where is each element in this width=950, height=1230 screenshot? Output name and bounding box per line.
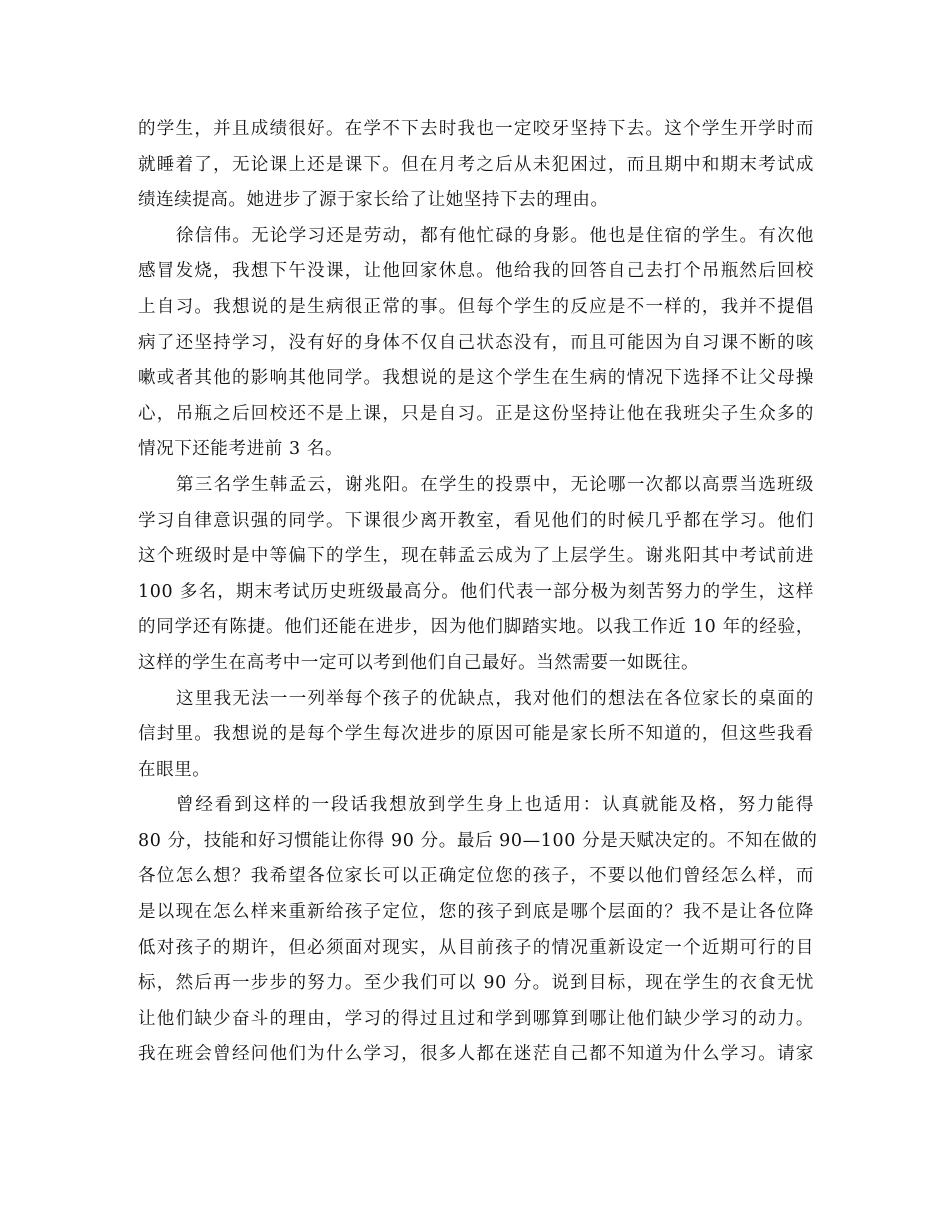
text-line: 上自习。我想说的是生病很正常的事。但每个学生的反应是不一样的，我并不提倡 [138,296,814,317]
text-line: 我在班会曾经问他们为什么学习，很多人都在迷茫自己都不知道为什么学习。请家 [138,1044,814,1065]
paragraph-first-line: 第三名学生韩孟云，谢兆阳。在学生的投票中，无论哪一次都以高票当选班级 [176,474,814,495]
text-line: 标，然后再一步步的努力。至少我们可以 90 分。说到目标，现在学生的衣食无忧 [138,973,814,994]
text-line: 的同学还有陈捷。他们还能在进步，因为他们脚踏实地。以我工作近 10 年的经验， [138,617,814,638]
text-line: 嗽或者其他的影响其他同学。我想说的是这个学生在生病的情况下选择不让父母操 [138,368,814,389]
text-line: 心，吊瓶之后回校还不是上课，只是自习。正是这份坚持让他在我班尖子生众多的 [138,403,814,424]
text-line: 学习自律意识强的同学。下课很少离开教室，看见他们的时候几乎都在学习。他们 [138,510,814,531]
text-line: 信封里。我想说的是每个学生每次进步的原因可能是家长所不知道的，但这些我看 [138,724,814,745]
text-line: 病了还坚持学习，没有好的身体不仅自己状态没有，而且可能因为自习课不断的咳 [138,332,814,353]
text-line: 的学生，并且成绩很好。在学不下去时我也一定咬牙坚持下去。这个学生开学时而 [138,119,814,139]
paragraph-first-line: 这里我无法一一列举每个孩子的优缺点，我对他们的想法在各位家长的桌面的 [176,688,814,709]
text-line: 就睡着了，无论课上还是课下。但在月考之后从未犯困过，而且期中和期末考试成 [138,154,814,175]
text-line: 低对孩子的期许，但必须面对现实，从目前孩子的情况重新设定一个近期可行的目 [138,937,814,958]
text-line: 这样的学生在高考中一定可以考到他们自己最好。当然需要一如既往。 [138,652,700,673]
text-line: 让他们缺少奋斗的理由，学习的得过且过和学到哪算到哪让他们缺少学习的动力。 [138,1008,814,1029]
text-line: 感冒发烧，我想下午没课，让他回家休息。他给我的回答自己去打个吊瓶然后回校 [138,261,814,282]
text-line: 各位怎么想？我希望各位家长可以正确定位您的孩子，不要以他们曾经怎么样，而 [138,866,814,887]
text-line: 在眼里。 [138,759,211,780]
text-line: 情况下还能考进前 3 名。 [138,439,344,460]
text-line: 绩连续提高。她进步了源于家长给了让她坚持下去的理由。 [138,190,609,211]
paragraph-first-line: 徐信伟。无论学习还是劳动，都有他忙碌的身影。他也是住宿的学生。有次他 [176,225,814,246]
document-body [138,112,818,1073]
text-line: 这个班级时是中等偏下的学生，现在韩孟云成为了上层学生。谢兆阳其中考试前进 [138,546,814,567]
text-line: 80 分，技能和好习惯能让你得 90 分。最后 90—100 分是天赋决定的。不知在做的 [138,830,818,851]
text-line: 100 多名，期末考试历史班级最高分。他们代表一部分极为刻苦努力的学生，这样 [138,581,814,602]
text-line: 是以现在怎么样来重新给孩子定位，您的孩子到底是哪个层面的？我不是让各位降 [138,902,814,923]
paragraph-first-line: 曾经看到这样的一段话我想放到学生身上也适用：认真就能及格，努力能得 [176,795,814,816]
